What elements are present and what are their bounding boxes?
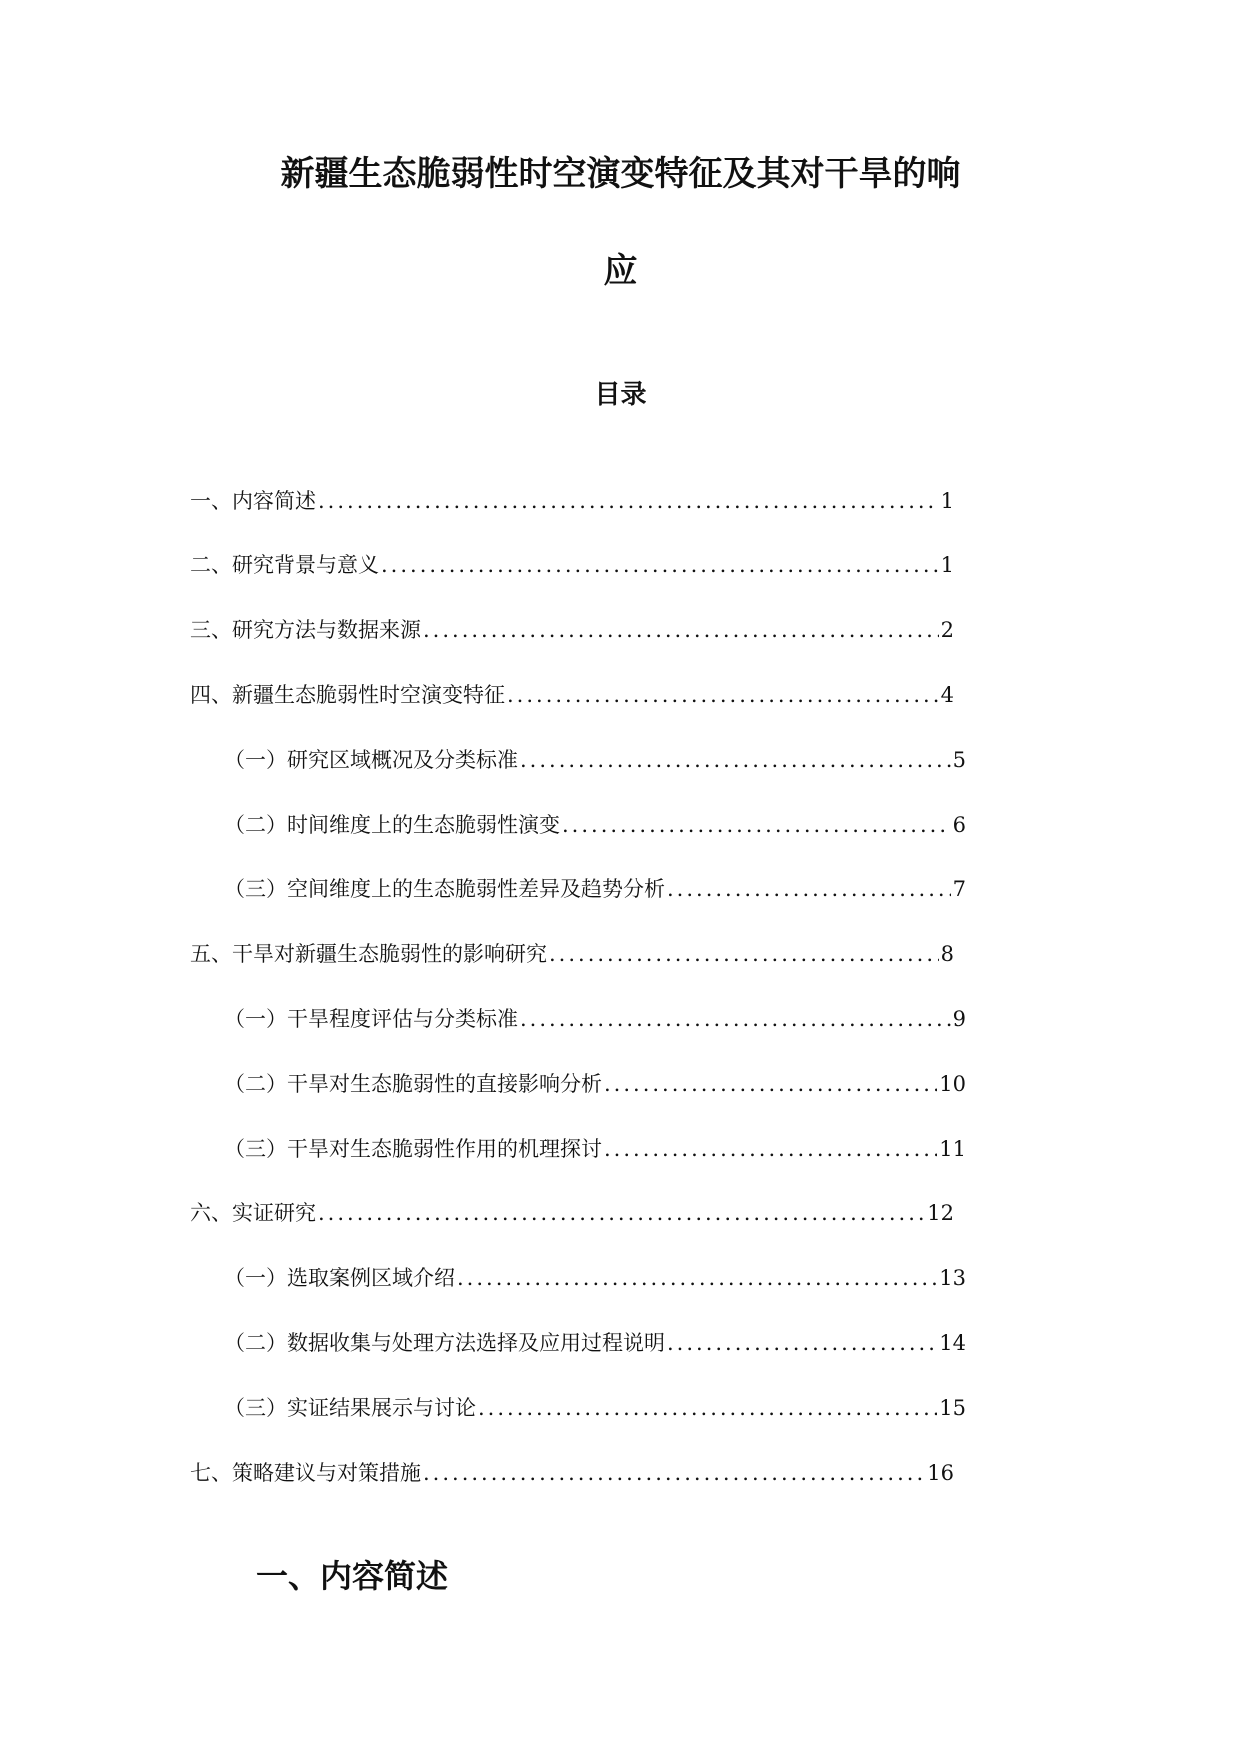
- toc-entry[interactable]: [190, 550, 954, 580]
- toc-heading: 目录: [594, 380, 647, 410]
- toc-entry-text: （二）时间维度上的生态脆弱性演变: [224, 813, 560, 837]
- toc-entry-text: （一）干旱程度评估与分类标准: [224, 1007, 518, 1031]
- toc-entry[interactable]: [190, 1198, 954, 1228]
- toc-entry-text: （一）研究区域概况及分类标准: [224, 748, 518, 772]
- toc-page-number: 11: [939, 1137, 966, 1161]
- toc-entry[interactable]: [224, 1069, 966, 1099]
- toc-page-number: 6: [952, 813, 966, 837]
- toc-entry-text: （三）实证结果展示与讨论: [224, 1396, 476, 1420]
- toc-entry[interactable]: [224, 1393, 966, 1423]
- toc-entry-text: 一、内容简述: [190, 489, 316, 513]
- section-heading: 一、内容简述: [256, 1557, 449, 1595]
- toc-entry-text: （三）干旱对生态脆弱性作用的机理探讨: [224, 1137, 602, 1161]
- toc-page-number: 16: [927, 1461, 954, 1485]
- toc-entry[interactable]: [190, 615, 954, 645]
- toc-page-number: 10: [939, 1072, 966, 1096]
- toc-dot-leader: [457, 1263, 937, 1293]
- toc-page-number: 12: [927, 1201, 954, 1225]
- toc-dot-leader: [604, 1069, 937, 1099]
- toc-page-number: 5: [952, 748, 966, 772]
- toc-page-number: 4: [940, 683, 954, 707]
- toc-entry-text: （一）选取案例区域介绍: [224, 1266, 455, 1290]
- toc-entry[interactable]: [224, 1263, 966, 1293]
- toc-entry-text: 四、新疆生态脆弱性时空演变特征: [190, 683, 505, 707]
- toc-dot-leader: [562, 810, 951, 840]
- toc-entry-text: 五、干旱对新疆生态脆弱性的影响研究: [190, 942, 547, 966]
- toc-entry[interactable]: [190, 939, 954, 969]
- toc-entry-text: （二）干旱对生态脆弱性的直接影响分析: [224, 1072, 602, 1096]
- toc-page-number: 1: [940, 553, 954, 577]
- toc-entry-text: 三、研究方法与数据来源: [190, 618, 421, 642]
- toc-entry-text: 七、策略建议与对策措施: [190, 1461, 421, 1485]
- toc-page-number: 13: [939, 1266, 966, 1290]
- toc-dot-leader: [520, 1004, 951, 1034]
- toc-entry-text: （三）空间维度上的生态脆弱性差异及趋势分析: [224, 877, 665, 901]
- document-title-line-1: 新疆生态脆弱性时空演变特征及其对干旱的响: [280, 154, 961, 194]
- toc-entry[interactable]: [224, 874, 966, 904]
- toc-page-number: 8: [940, 942, 954, 966]
- toc-page-number: 15: [939, 1396, 966, 1420]
- toc-dot-leader: [667, 1328, 937, 1358]
- toc-dot-leader: [520, 745, 951, 775]
- toc-dot-leader: [549, 939, 939, 969]
- toc-entry[interactable]: [190, 486, 954, 516]
- toc-entry-text: 六、实证研究: [190, 1201, 316, 1225]
- toc-dot-leader: [423, 615, 939, 645]
- toc-dot-leader: [318, 1198, 925, 1228]
- toc-page-number: 9: [952, 1007, 966, 1031]
- toc-entry-text: （二）数据收集与处理方法选择及应用过程说明: [224, 1331, 665, 1355]
- toc-page-number: 14: [939, 1331, 966, 1355]
- document-title-line-2: 应: [603, 251, 638, 291]
- toc-dot-leader: [318, 486, 939, 516]
- toc-dot-leader: [478, 1393, 937, 1423]
- toc-entry[interactable]: [224, 1004, 966, 1034]
- toc-entry[interactable]: [224, 1328, 966, 1358]
- toc-dot-leader: [667, 874, 951, 904]
- toc-dot-leader: [423, 1458, 925, 1488]
- toc-page-number: 1: [940, 489, 954, 513]
- toc-dot-leader: [507, 680, 939, 710]
- toc-entry-text: 二、研究背景与意义: [190, 553, 379, 577]
- toc-page-number: 7: [952, 877, 966, 901]
- toc-dot-leader: [604, 1134, 937, 1164]
- toc-entry[interactable]: [190, 1458, 954, 1488]
- toc-entry[interactable]: [224, 810, 966, 840]
- toc-entry[interactable]: [224, 745, 966, 775]
- toc-page-number: 2: [940, 618, 954, 642]
- toc-entry[interactable]: [190, 680, 954, 710]
- toc-dot-leader: [381, 550, 939, 580]
- toc-entry[interactable]: [224, 1134, 966, 1164]
